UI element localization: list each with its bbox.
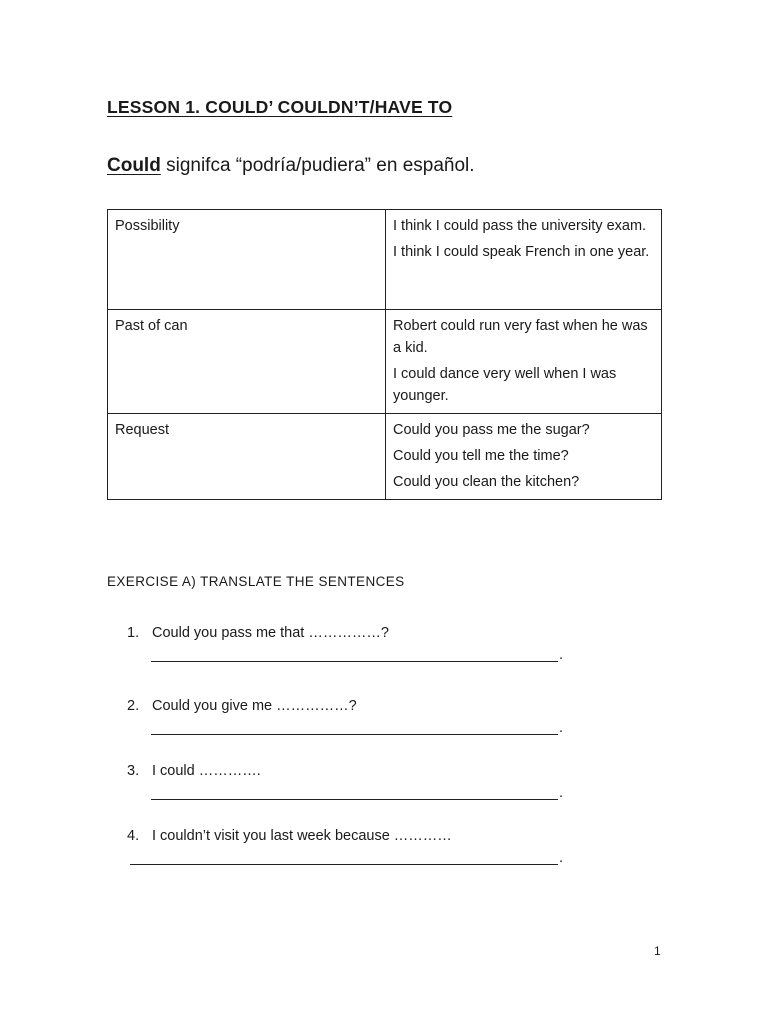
exercise-number: 4.	[127, 828, 140, 844]
example-sentence: I could dance very well when I was younger.	[393, 366, 617, 404]
use-cell: Past of can	[108, 310, 386, 414]
answer-end-mark: .	[559, 785, 564, 801]
examples-cell	[386, 414, 662, 500]
grammar-table	[107, 209, 662, 500]
example-sentence: Could you tell me the time?	[393, 448, 569, 464]
answer-line[interactable]	[130, 864, 558, 865]
table-row	[108, 414, 662, 500]
intro-keyword: Could	[107, 155, 161, 176]
example-sentence: Could you clean the kitchen?	[393, 474, 580, 490]
exercise-number: 3.	[127, 763, 140, 779]
example-sentence: Could you pass me the sugar?	[393, 422, 590, 438]
examples-cell	[386, 310, 662, 414]
table-row	[108, 210, 662, 310]
exercise-prompt: Could you pass me that ……………?	[152, 625, 389, 641]
example-sentence: Robert could run very fast when he was a kid.	[393, 318, 648, 356]
exercise-prompt: I couldn’t visit you last week because …………	[152, 828, 452, 844]
page-number: 1	[654, 944, 661, 958]
answer-end-mark: .	[559, 720, 564, 736]
table-row	[108, 310, 662, 414]
lesson-title: LESSON 1. COULD’ COULDN’T/HAVE TO	[107, 97, 453, 117]
answer-end-mark: .	[559, 850, 564, 866]
example-sentence: I think I could pass the university exam.	[393, 218, 647, 234]
answer-line[interactable]	[151, 799, 558, 800]
use-cell: Request	[108, 414, 386, 500]
exercise-heading: EXERCISE A) TRANSLATE THE SENTENCES	[107, 574, 405, 589]
use-cell: Possibility	[108, 210, 386, 310]
intro-text: signifca “podría/pudiera” en español.	[160, 155, 475, 176]
examples-cell	[386, 210, 662, 310]
exercise-prompt: I could ………….	[152, 763, 261, 779]
exercise-number: 1.	[127, 625, 140, 641]
answer-end-mark: .	[559, 647, 564, 663]
answer-line[interactable]	[151, 661, 558, 662]
intro-sentence	[107, 155, 475, 177]
exercise-number: 2.	[127, 698, 140, 714]
example-sentence: I think I could speak French in one year.	[393, 244, 650, 260]
exercise-prompt: Could you give me ……………?	[152, 698, 357, 714]
answer-line[interactable]	[151, 734, 558, 735]
